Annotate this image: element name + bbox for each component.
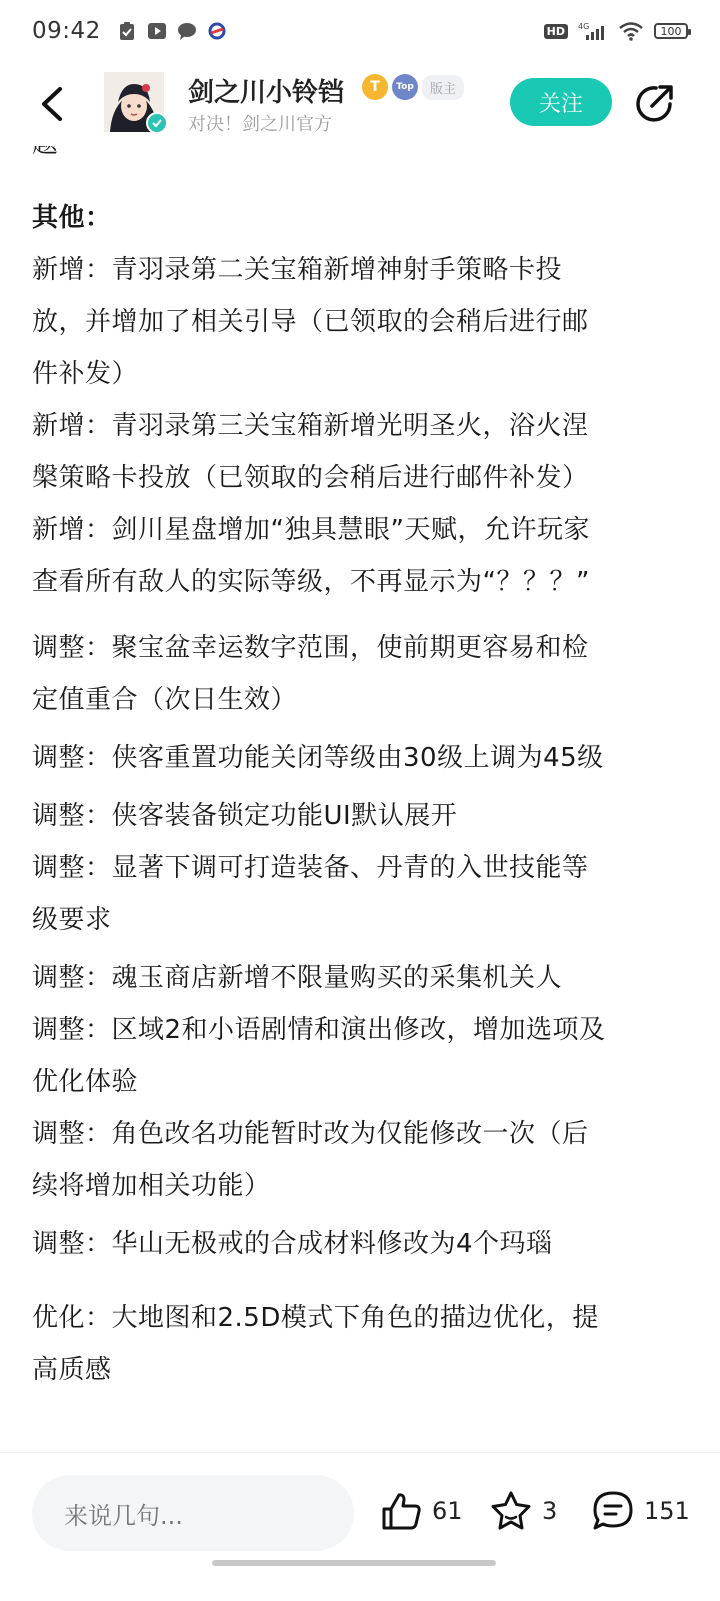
list-item: 调整：魂玉商店新增不限量购买的采集机关人 — [32, 963, 563, 993]
author-badges — [362, 74, 464, 100]
clipboard-icon — [117, 21, 137, 41]
thumbs-up-icon — [380, 1489, 424, 1533]
list-item: 调整：侠客装备锁定功能UI默认展开 — [32, 801, 458, 831]
verified-icon — [146, 112, 168, 134]
follow-button[interactable]: 关注 — [510, 78, 612, 126]
favorite-button[interactable] — [488, 1489, 557, 1533]
list-item: 调整：角色改名功能暂时改为仅能修改一次（后 续将增加相关功能） — [32, 1119, 589, 1201]
svg-text:4G: 4G — [578, 22, 590, 31]
message-icon — [177, 21, 197, 41]
list-item: 调整：聚宝盆幸运数字范围，使前期更容易和检 定值重合（次日生效） — [32, 633, 589, 715]
wifi-icon — [618, 21, 644, 41]
level-badge: T — [362, 74, 388, 100]
post-header — [0, 62, 720, 146]
app-logo-icon — [207, 21, 227, 41]
author-avatar[interactable] — [104, 72, 164, 132]
share-button[interactable] — [632, 80, 678, 126]
author-name[interactable]: 剑之川小铃铛 — [188, 78, 345, 108]
status-bar — [0, 0, 720, 62]
list-item: 调整：显著下调可打造装备、丹青的入世技能等 级要求 — [32, 853, 589, 935]
status-time: 09:42 — [32, 18, 101, 44]
author-subtitle: 对决！剑之川官方 — [188, 114, 332, 135]
post-text — [32, 118, 682, 1396]
list-item: 优化：大地图和2.5D模式下角色的描边优化，提 高质感 — [32, 1303, 599, 1385]
post-body — [0, 146, 720, 1452]
comment-bubble-icon — [590, 1489, 636, 1533]
favorite-count: 3 — [542, 1497, 558, 1525]
play-icon — [147, 21, 167, 41]
list-item: 调整：侠客重置功能关闭等级由30级上调为45级 — [32, 743, 604, 773]
home-indicator[interactable] — [212, 1560, 496, 1566]
top-badge: Top — [392, 74, 418, 100]
hd-badge: HD — [544, 24, 568, 39]
list-item: 调整：区域2和小语剧情和演出修改，增加选项及 优化体验 — [32, 1015, 606, 1097]
back-button[interactable] — [30, 82, 74, 126]
back-arrow-icon — [38, 86, 66, 122]
comment-button[interactable] — [590, 1489, 690, 1533]
list-item: 新增：剑川星盘增加“独具慧眼”天赋，允许玩家 查看所有敌人的实际等级，不再显示为“？？？” — [32, 515, 590, 597]
moderator-badge: 版主 — [422, 75, 464, 100]
status-system-icons — [544, 21, 688, 41]
list-item: 新增：青羽录第二关宝箱新增神射手策略卡投 放，并增加了相关引导（已领取的会稍后进行邮 件补发） — [32, 255, 589, 389]
signal-icon — [578, 21, 608, 41]
section-title: 其他： — [32, 203, 112, 233]
bottom-action-bar — [0, 1452, 720, 1601]
list-item: 调整：华山无极戒的合成材料修改为4个玛瑙 — [32, 1229, 553, 1259]
share-icon — [634, 82, 676, 124]
battery-indicator: 100 — [654, 23, 688, 39]
comment-count: 151 — [644, 1497, 690, 1525]
star-icon — [488, 1489, 534, 1533]
comment-input[interactable]: 来说几句... — [32, 1475, 354, 1551]
like-button[interactable] — [380, 1489, 463, 1533]
list-item: 新增：青羽录第三关宝箱新增光明圣火，浴火涅 槃策略卡投放（已领取的会稍后进行邮件补发） — [32, 411, 589, 493]
status-notification-icons — [117, 21, 227, 41]
like-count: 61 — [432, 1497, 463, 1525]
